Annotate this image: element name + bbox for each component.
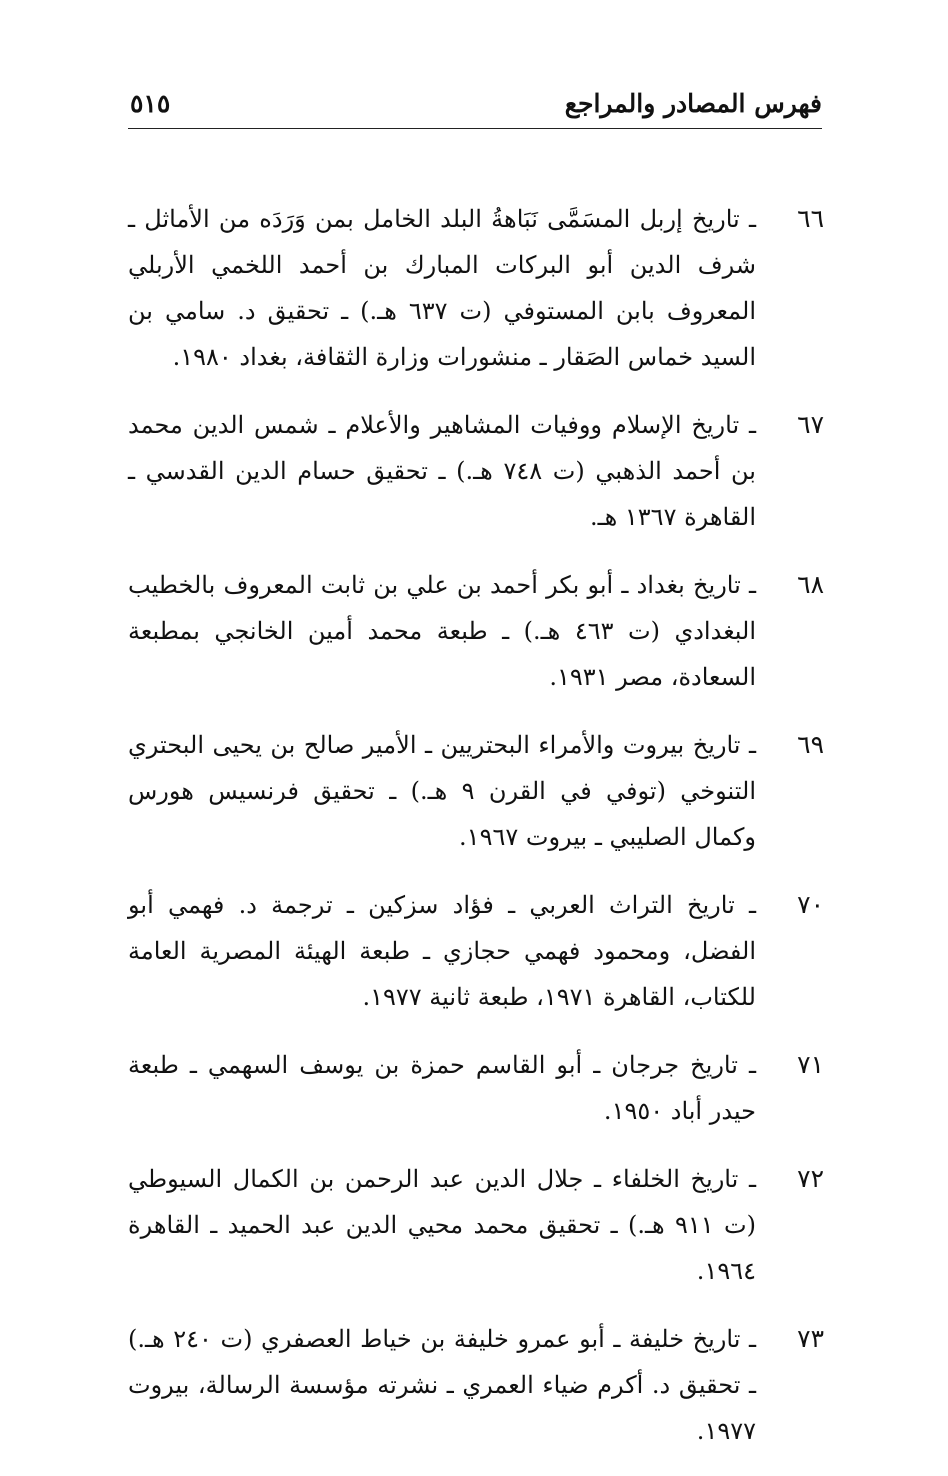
page-header xyxy=(128,86,822,129)
bibliography-entry xyxy=(128,882,824,1020)
bibliography-entry xyxy=(128,402,824,540)
entry-text: ـ تاريخ الإسلام ووفيات المشاهير والأعلام ـ شمس الدين محمد بن أحمد الذهبي (ت ٧٤٨ هـ.) ـ تحقيق حسام الدين القدسي ـ القاهرة ١٣٦٧ هـ. xyxy=(128,411,756,531)
bibliography-entry xyxy=(128,196,824,380)
bibliography-entry xyxy=(128,562,824,700)
entry-text: ـ تاريخ بيروت والأمراء البحتريين ـ الأمير صالح بن يحيى البحتري التنوخي (توفي في القرن ٩ هـ.) ـ تحقيق فرنسيس هورس وكمال الصليبي ـ بيروت ١٩٦٧. xyxy=(128,731,756,851)
running-head: فهرس المصادر والمراجع xyxy=(564,89,822,118)
entry-text: ـ تاريخ بغداد ـ أبو بكر أحمد بن علي بن ثابت المعروف بالخطيب البغدادي (ت ٤٦٣ هـ.) ـ طبعة محمد أمين الخانجي بمطبعة السعادة، مصر ١٩٣١. xyxy=(128,571,756,691)
bibliography-entry xyxy=(128,1156,824,1294)
entry-text: ـ تاريخ جرجان ـ أبو القاسم حمزة بن يوسف السهمي ـ طبعة حيدر أباد ١٩٥٠. xyxy=(128,1051,756,1125)
bibliography-list xyxy=(128,196,824,1476)
entry-text: ـ تاريخ خليفة ـ أبو عمرو خليفة بن خياط العصفري (ت ٢٤٠ هـ.) ـ تحقيق د. أكرم ضياء العمري ـ نشرته مؤسسة الرسالة، بيروت ١٩٧٧. xyxy=(128,1325,756,1445)
entry-number: ٧٢ xyxy=(797,1164,824,1193)
entry-text: ـ تاريخ التراث العربي ـ فؤاد سزكين ـ ترجمة د. فهمي أبو الفضل، ومحمود فهمي حجازي ـ طبعة الهيئة المصرية العامة للكتاب، القاهرة ١٩٧١، طبعة ثانية ١٩٧٧. xyxy=(128,891,756,1011)
entry-number: ٧٠ xyxy=(797,890,824,919)
bibliography-entry xyxy=(128,722,824,860)
entry-number: ٦٨ xyxy=(797,570,824,599)
entry-text: ـ تاريخ إربل المسَمَّى نَبَاهةُ البلد الخامل بمن وَرَدَه من الأماثل ـ شرف الدين أبو البركات المبارك بن أحمد اللخمي الأربلي المعروف بابن المستوفي (ت ٦٣٧ هـ.) ـ تحقيق د. سامي بن السيد خماس الصَقار ـ منشورات وزارة الثقافة، بغداد ١٩٨٠. xyxy=(128,205,756,371)
entry-number: ٦٩ xyxy=(797,730,824,759)
entry-number: ٧٣ xyxy=(797,1324,824,1353)
entry-number: ٦٧ xyxy=(797,410,824,439)
bibliography-entry xyxy=(128,1042,824,1134)
entry-text: ـ تاريخ الخلفاء ـ جلال الدين عبد الرحمن بن الكمال السيوطي (ت ٩١١ هـ.) ـ تحقيق محمد محيي الدين عبد الحميد ـ القاهرة ١٩٦٤. xyxy=(128,1165,756,1285)
entry-number: ٦٦ xyxy=(797,204,824,233)
bibliography-entry xyxy=(128,1316,824,1454)
page-number: ٥١٥ xyxy=(130,89,171,118)
entry-number: ٧١ xyxy=(797,1050,824,1079)
